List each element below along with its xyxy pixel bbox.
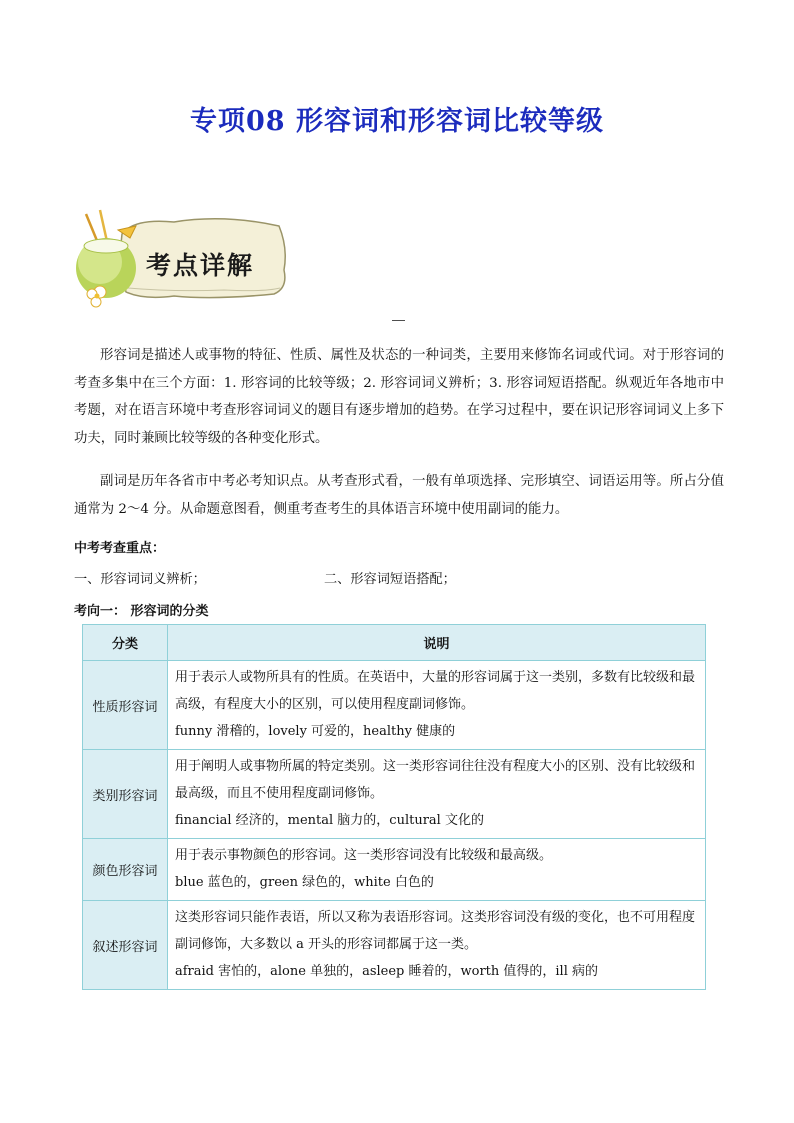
banner-label: 考点详解 bbox=[146, 251, 255, 280]
table-header-row bbox=[83, 625, 706, 661]
row-description: 用于阐明人或事物所属的特定类别。这一类形容词往往没有程度大小的区别、没有比较级和最高级，而且不使用程度副词修饰。 bbox=[175, 759, 696, 801]
row-description: 用于表示事物颜色的形容词。这一类形容词没有比较级和最高级。 bbox=[175, 848, 553, 863]
row-description: 这类形容词只能作表语，所以又称为表语形容词。这类形容词没有级的变化，也不可用程度副词修饰，大多数以 a 开头的形容词都属于这一类。 bbox=[175, 910, 696, 952]
section-dash: — bbox=[392, 312, 405, 327]
table-header-description: 说明 bbox=[168, 625, 706, 661]
page-title: 专项08 形容词和形容词比较等级 bbox=[190, 106, 604, 137]
row-examples: financial 经济的，mental 脑力的，cultural 文化的 bbox=[175, 813, 484, 828]
intro-paragraph-adverbs: 副词是历年各省市中考必考知识点。从考查形式看，一般有单项选择、完形填空、词语运用等。所占分值通常为 2～4 分。从命题意图看，侧重考查考生的具体语言环境中使用副词的能力。 bbox=[74, 474, 724, 517]
table-row bbox=[83, 661, 706, 750]
row-examples: funny 滑稽的，lovely 可爱的，healthy 健康的 bbox=[175, 724, 456, 739]
row-description-cell bbox=[168, 750, 706, 839]
row-description: 用于表示人或物所具有的性质。在英语中，大量的形容词属于这一类别，多数有比较级和最高级，有程度大小的区别，可以使用程度副词修饰。 bbox=[175, 670, 696, 712]
table-row bbox=[83, 750, 706, 839]
row-examples: afraid 害怕的，alone 单独的，asleep 睡着的，worth 值得的，ill 病的 bbox=[175, 964, 598, 979]
table-row bbox=[83, 839, 706, 901]
direction-heading: 考向一： 形容词的分类 bbox=[74, 604, 209, 619]
row-description-cell bbox=[168, 901, 706, 990]
row-category: 颜色形容词 bbox=[83, 839, 168, 901]
focus-point-2: 二、形容词短语搭配； bbox=[324, 572, 456, 587]
row-description-cell bbox=[168, 839, 706, 901]
row-category: 类别形容词 bbox=[83, 750, 168, 839]
focus-heading: 中考考查重点： bbox=[74, 541, 166, 556]
intro-paragraph-adjectives: 形容词是描述人或事物的特征、性质、属性及状态的一种词类，主要用来修饰名词或代词。对于形容词的考查多集中在三个方面：1. 形容词的比较等级；2. 形容词词义辨析；3. 形容词短语搭配。纵观近年各地市中考题，对在语言环境中考查形容词词义的题目有逐步增加的趋势。在学习过程中，要在识记形容词词义上多下功夫，同时兼顾比较等级的各种变化形式。 bbox=[74, 348, 724, 446]
row-description-cell bbox=[168, 661, 706, 750]
table-header-category: 分类 bbox=[83, 625, 168, 661]
table-row bbox=[83, 901, 706, 990]
focus-point-1: 一、形容词词义辨析； bbox=[74, 572, 206, 587]
focus-points bbox=[74, 568, 724, 592]
row-category: 叙述形容词 bbox=[83, 901, 168, 990]
adjective-category-table bbox=[82, 624, 706, 990]
row-examples: blue 蓝色的，green 绿色的，white 白色的 bbox=[175, 875, 434, 890]
row-category: 性质形容词 bbox=[83, 661, 168, 750]
